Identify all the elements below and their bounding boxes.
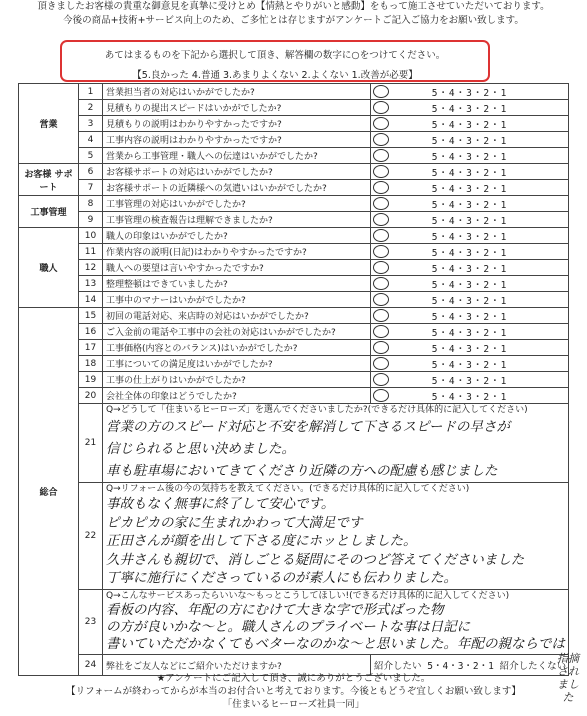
question-row bbox=[19, 308, 569, 324]
question-row bbox=[19, 292, 569, 308]
recommend-question: 弊社をご友人などにご紹介いただけますか? bbox=[103, 655, 371, 676]
footer-line-3: 「住まいるヒーローズ社員一同」 bbox=[222, 699, 365, 710]
question-row bbox=[19, 340, 569, 356]
selected-answer-circle bbox=[373, 229, 389, 242]
question-number: 7 bbox=[79, 180, 103, 196]
handwritten-line: の方が良いかな～と。職人さんのプライベートな事は日記に bbox=[106, 619, 471, 635]
selected-answer-circle bbox=[373, 277, 389, 290]
rating-options[interactable]: 5・4・3・2・1 bbox=[371, 116, 569, 132]
question-text: 工事の仕上がりはいかがでしたか? bbox=[103, 372, 371, 388]
handwritten-line: 正田さんが顔を出して下さる度にホッとしました。 bbox=[106, 533, 417, 549]
selected-answer-circle bbox=[373, 133, 389, 146]
question-number: 2 bbox=[79, 100, 103, 116]
handwritten-line: 営業の方のスピード対応と不安を解消して下さるスピードの早さが bbox=[106, 419, 510, 435]
question-row bbox=[19, 228, 569, 244]
question-text: 整理整頓はできていましたか? bbox=[103, 276, 371, 292]
question-number: 22 bbox=[79, 483, 103, 590]
question-number: 15 bbox=[79, 308, 103, 324]
question-header: Q→リフォーム後の今の気持ちを教えてください。(できるだけ具体的に記入してください) bbox=[106, 484, 470, 494]
question-row bbox=[19, 180, 569, 196]
free-answer-cell[interactable] bbox=[103, 590, 569, 655]
question-row bbox=[19, 132, 569, 148]
rating-options[interactable]: 5・4・3・2・1 bbox=[371, 276, 569, 292]
question-row bbox=[19, 276, 569, 292]
question-text: 職人の印象はいかがでしたか? bbox=[103, 228, 371, 244]
selected-answer-circle bbox=[373, 373, 389, 386]
category-eigyo: 営業 bbox=[19, 84, 79, 164]
question-number: 6 bbox=[79, 164, 103, 180]
question-text: 初回の電話対応、来店時の対応はいかがでしたか? bbox=[103, 308, 371, 324]
intro-text bbox=[0, 0, 587, 28]
rating-options[interactable]: 5・4・3・2・1 bbox=[371, 308, 569, 324]
question-text: 作業内容の説明(日記)はわかりやすかったですか? bbox=[103, 244, 371, 260]
question-row bbox=[19, 148, 569, 164]
question-text: 見積もりの提出スピードはいかがでしたか? bbox=[103, 100, 371, 116]
selected-answer-circle bbox=[373, 101, 389, 114]
intro-line-1: 頂きましたお客様の貴重な御意見を真摯に受けとめ【情熱とやりがいと感動】をもって施工させていただいております。 bbox=[37, 1, 550, 12]
question-text: 工事中のマナーはいかがでしたか? bbox=[103, 292, 371, 308]
rating-options[interactable]: 5・4・3・2・1 bbox=[371, 180, 569, 196]
question-number: 4 bbox=[79, 132, 103, 148]
free-question-row bbox=[19, 404, 569, 483]
handwritten-line: 車も駐車場においてきてくださり近隣の方への配慮も感じました bbox=[106, 463, 498, 479]
selected-answer-circle bbox=[373, 117, 389, 130]
question-row bbox=[19, 324, 569, 340]
question-text: 営業から工事管理・職人への伝達はいかがでしたか? bbox=[103, 148, 371, 164]
survey-table bbox=[18, 83, 569, 676]
handwritten-line: 久井さんも親切で、消しごとる疑問にそのつど答えてくださいました bbox=[106, 551, 525, 568]
question-row bbox=[19, 388, 569, 404]
question-number: 3 bbox=[79, 116, 103, 132]
rating-options[interactable]: 5・4・3・2・1 bbox=[371, 148, 569, 164]
question-row bbox=[19, 212, 569, 228]
question-text: 工事管理の対応はいかがでしたか? bbox=[103, 196, 371, 212]
selected-answer-circle bbox=[373, 389, 389, 402]
question-text: 会社全体の印象はどうでしたか? bbox=[103, 388, 371, 404]
rating-options[interactable]: 5・4・3・2・1 bbox=[371, 324, 569, 340]
footer-line-1: ★アンケートにご記入して頂き、誠にありがとうございました。 bbox=[156, 673, 431, 684]
free-answer-cell[interactable] bbox=[103, 404, 569, 483]
question-number: 23 bbox=[79, 590, 103, 655]
rating-options[interactable]: 5・4・3・2・1 bbox=[371, 100, 569, 116]
question-number: 19 bbox=[79, 372, 103, 388]
instruction-line-1: あてはまるものを下記から選択して頂き、解答欄の数字に○をつけてください。 bbox=[104, 50, 446, 61]
question-number: 17 bbox=[79, 340, 103, 356]
selected-answer-circle bbox=[373, 213, 389, 226]
handwritten-line: 信じられると思い決めました。 bbox=[106, 441, 295, 457]
handwritten-line: ピカピカの家に生まれかわって大満足です bbox=[106, 514, 363, 531]
question-number: 11 bbox=[79, 244, 103, 260]
question-text: 営業担当者の対応はいかがでしたか? bbox=[103, 84, 371, 100]
rating-options[interactable]: 5・4・3・2・1 bbox=[371, 388, 569, 404]
category-sogo: 総合 bbox=[19, 308, 79, 676]
rating-options[interactable]: 5・4・3・2・1 bbox=[371, 260, 569, 276]
selected-answer-circle bbox=[373, 181, 389, 194]
question-text: 職人への要望は言いやすかったですか? bbox=[103, 260, 371, 276]
question-header: Q→こんなサービスあったらいいな～もっとこうしてほしい!(できるだけ具体的に記入してください) bbox=[106, 591, 510, 601]
rating-options[interactable]: 5・4・3・2・1 bbox=[371, 212, 569, 228]
question-text: お客様サポートの対応はいかがでしたか? bbox=[103, 164, 371, 180]
question-number: 14 bbox=[79, 292, 103, 308]
question-number: 21 bbox=[79, 404, 103, 483]
category-support: お客様 サポート bbox=[19, 164, 79, 196]
question-text: ご入金前の電話や工事中の会社の対応はいかがでしたか? bbox=[103, 324, 371, 340]
instruction-line-2: 【5.良かった 4.普通 3.あまりよくない 2.よくない 1.改善が必要】 bbox=[132, 70, 418, 81]
recommend-left-label: 紹介したい bbox=[374, 661, 422, 672]
question-text: 工事管理の検査報告は理解できましたか? bbox=[103, 212, 371, 228]
question-text: 工事についての満足度はいかがでしたか? bbox=[103, 356, 371, 372]
question-number: 20 bbox=[79, 388, 103, 404]
rating-options[interactable]: 5・4・3・2・1 bbox=[371, 132, 569, 148]
question-header: Q→どうして「住まいるヒーローズ」を選んでくださいましたか?(できるだけ具体的に記入してください) bbox=[106, 405, 528, 415]
question-row bbox=[19, 84, 569, 100]
handwritten-line: 事故もなく無事に終了して安心です。 bbox=[106, 496, 335, 512]
question-number: 12 bbox=[79, 260, 103, 276]
question-text: お客様サポートの近隣様への気遣いはいかがでしたか? bbox=[103, 180, 371, 196]
question-text: 見積もりの説明はわかりやすかったですか? bbox=[103, 116, 371, 132]
question-row bbox=[19, 244, 569, 260]
rating-options[interactable]: 5・4・3・2・1 bbox=[371, 84, 569, 100]
instruction-box bbox=[60, 40, 490, 82]
question-row bbox=[19, 372, 569, 388]
question-text: 工事内容の説明はわかりやすかったですか? bbox=[103, 132, 371, 148]
question-number: 10 bbox=[79, 228, 103, 244]
rating-options[interactable]: 5・4・3・2・1 bbox=[371, 340, 569, 356]
selected-answer-circle bbox=[373, 357, 389, 370]
question-row bbox=[19, 356, 569, 372]
recommend-right-label: 紹介したくない bbox=[499, 661, 567, 672]
question-row bbox=[19, 164, 569, 180]
selected-answer-circle bbox=[373, 309, 389, 322]
recommend-rating[interactable]: 5・4・3・2・1 bbox=[427, 661, 494, 672]
footer bbox=[0, 672, 587, 711]
selected-answer-circle bbox=[373, 197, 389, 210]
rating-options[interactable]: 5・4・3・2・1 bbox=[371, 196, 569, 212]
handwritten-line: 書いていただかなくてもベターなのかな～と思いました。年配の親ならでは bbox=[106, 636, 565, 652]
free-question-row bbox=[19, 483, 569, 590]
question-number: 5 bbox=[79, 148, 103, 164]
question-number: 9 bbox=[79, 212, 103, 228]
handwritten-line: 丁寧に施行にくださっているのが素人にも伝わりました。 bbox=[106, 570, 457, 586]
free-answer-cell[interactable] bbox=[103, 483, 569, 590]
question-number: 18 bbox=[79, 356, 103, 372]
selected-answer-circle bbox=[373, 261, 389, 274]
handwritten-line: 看板の内容、年配の方にむけて大きな字で形式ばった物 bbox=[106, 602, 444, 618]
rating-options[interactable]: 5・4・3・2・1 bbox=[371, 244, 569, 260]
selected-answer-circle bbox=[373, 85, 389, 98]
question-number: 1 bbox=[79, 84, 103, 100]
rating-options[interactable]: 5・4・3・2・1 bbox=[371, 228, 569, 244]
selected-answer-circle bbox=[373, 341, 389, 354]
selected-answer-circle bbox=[373, 245, 389, 258]
question-text: 工事価格(内容とのバランス)はいかがでしたか? bbox=[103, 340, 371, 356]
selected-answer-circle bbox=[373, 293, 389, 306]
question-row bbox=[19, 196, 569, 212]
free-question-row bbox=[19, 590, 569, 655]
question-number: 16 bbox=[79, 324, 103, 340]
category-shokunin: 職人 bbox=[19, 228, 79, 308]
question-row bbox=[19, 260, 569, 276]
rating-options[interactable]: 5・4・3・2・1 bbox=[371, 292, 569, 308]
question-row bbox=[19, 116, 569, 132]
category-koji-kanri: 工事管理 bbox=[19, 196, 79, 228]
question-number: 8 bbox=[79, 196, 103, 212]
footer-line-2: 【リフォームが終わってからが本当のお付合いと考えております。今後ともどうぞ宜しくお願い致します】 bbox=[66, 686, 521, 697]
rating-options[interactable]: 5・4・3・2・1 bbox=[371, 164, 569, 180]
intro-line-2: 今後の商品+技術+サービス向上のため、ご多忙とは存じますがアンケートご記入ご協力をお願い致します。 bbox=[63, 15, 524, 26]
selected-answer-circle bbox=[373, 165, 389, 178]
rating-options[interactable]: 5・4・3・2・1 bbox=[371, 356, 569, 372]
selected-answer-circle bbox=[373, 325, 389, 338]
selected-answer-circle bbox=[373, 149, 389, 162]
rating-options[interactable]: 5・4・3・2・1 bbox=[371, 372, 569, 388]
margin-handwritten-note: 指摘されました bbox=[557, 652, 579, 704]
question-number: 24 bbox=[79, 655, 103, 676]
question-row bbox=[19, 100, 569, 116]
question-number: 13 bbox=[79, 276, 103, 292]
